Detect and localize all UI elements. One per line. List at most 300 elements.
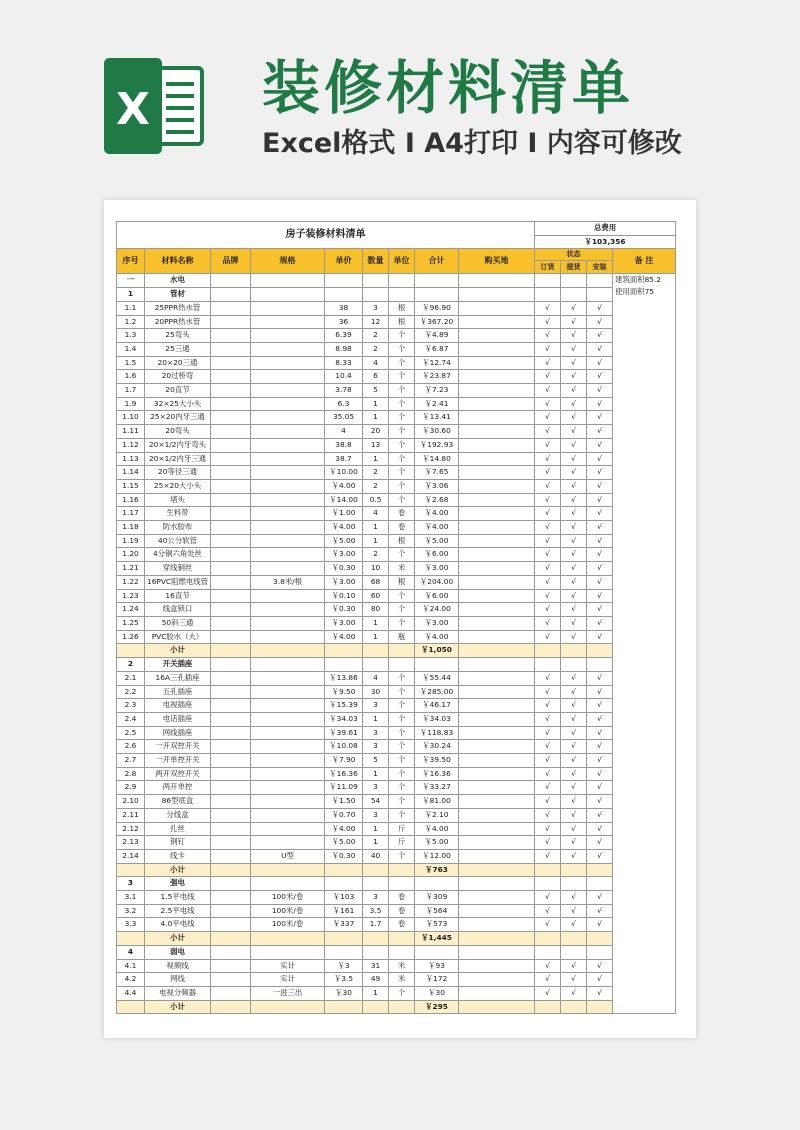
cell-place <box>459 370 535 384</box>
cell-brand <box>211 452 251 466</box>
cell-unit: 个 <box>389 438 415 452</box>
cell-name: 扎丝 <box>145 822 211 836</box>
cell-empty <box>587 863 613 877</box>
cell-status-install: √ <box>587 822 613 836</box>
cell-price: ￥4.00 <box>325 630 363 644</box>
cell-brand <box>211 425 251 439</box>
cell-status-pickup: √ <box>561 699 587 713</box>
table-row <box>117 479 676 493</box>
table-row <box>117 589 676 603</box>
cell-status-pickup: √ <box>561 630 587 644</box>
cell-qty: 1 <box>363 397 389 411</box>
cell-status-install: √ <box>587 726 613 740</box>
table-row <box>117 699 676 713</box>
cell-status-pickup: √ <box>561 959 587 973</box>
cell-empty <box>363 1000 389 1014</box>
cell-brand <box>211 562 251 576</box>
cell-brand <box>211 342 251 356</box>
cell-no <box>117 644 145 658</box>
cell-status-pickup: √ <box>561 904 587 918</box>
cell-empty <box>251 288 325 302</box>
cell-total: ￥46.17 <box>415 699 459 713</box>
table-row <box>117 534 676 548</box>
cell-qty: 3 <box>363 301 389 315</box>
cell-price: ￥34.03 <box>325 712 363 726</box>
cell-place <box>459 301 535 315</box>
cell-name: 20直节 <box>145 384 211 398</box>
cell-empty <box>535 1000 561 1014</box>
cell-price: ￥5.00 <box>325 836 363 850</box>
cell-spec <box>251 603 325 617</box>
cell-brand <box>211 918 251 932</box>
remark-line: 使用面积75 <box>615 287 654 297</box>
cell-status-pickup: √ <box>561 384 587 398</box>
cell-name: 20×1/2内牙弯头 <box>145 438 211 452</box>
cell-price: 6.3 <box>325 397 363 411</box>
cell-unit: 个 <box>389 808 415 822</box>
cell-status-order: √ <box>535 973 561 987</box>
cell-status-install: √ <box>587 836 613 850</box>
cell-brand <box>211 315 251 329</box>
cell-total: ￥12.00 <box>415 849 459 863</box>
cell-spec <box>251 740 325 754</box>
cell-status-install: √ <box>587 507 613 521</box>
cell-qty: 5 <box>363 384 389 398</box>
cell-status-pickup: √ <box>561 795 587 809</box>
cell-total: ￥564 <box>415 904 459 918</box>
cell-total: ￥192.93 <box>415 438 459 452</box>
cell-total: ￥4.89 <box>415 329 459 343</box>
cell-unit: 个 <box>389 493 415 507</box>
cell-status-install: √ <box>587 603 613 617</box>
cell-place <box>459 767 535 781</box>
cell-empty <box>251 945 325 959</box>
cell-name: 五孔插座 <box>145 685 211 699</box>
cell-qty: 31 <box>363 959 389 973</box>
cell-unit: 米 <box>389 973 415 987</box>
cell-total: ￥81.00 <box>415 795 459 809</box>
cell-place <box>459 918 535 932</box>
cell-status-install: √ <box>587 370 613 384</box>
cell-name: 16直节 <box>145 589 211 603</box>
cell-status-pickup: √ <box>561 671 587 685</box>
cell-empty <box>211 288 251 302</box>
cell-total: ￥13.41 <box>415 411 459 425</box>
table-row <box>117 521 676 535</box>
cell-empty <box>561 274 587 288</box>
cell-price: ￥3.00 <box>325 548 363 562</box>
cell-status-install: √ <box>587 630 613 644</box>
cell-place <box>459 589 535 603</box>
cell-total: ￥4.00 <box>415 521 459 535</box>
cell-name: 16A三孔插座 <box>145 671 211 685</box>
header-spec: 规格 <box>251 249 325 274</box>
cell-status-order: √ <box>535 630 561 644</box>
cell-status-order: √ <box>535 795 561 809</box>
cell-unit: 个 <box>389 452 415 466</box>
cell-status-pickup: √ <box>561 425 587 439</box>
cell-status-pickup: √ <box>561 849 587 863</box>
cell-no: 4.4 <box>117 986 145 1000</box>
cell-price: 3.78 <box>325 384 363 398</box>
cell-total: ￥7.23 <box>415 384 459 398</box>
cell-price: 8.98 <box>325 342 363 356</box>
cell-brand <box>211 630 251 644</box>
cell-name: 25PPR热水管 <box>145 301 211 315</box>
cell-total: ￥14.80 <box>415 452 459 466</box>
cell-qty: 1 <box>363 521 389 535</box>
cell-empty <box>251 932 325 946</box>
cell-price: ￥0.30 <box>325 562 363 576</box>
group-row <box>117 658 676 672</box>
cell-status-pickup: √ <box>561 342 587 356</box>
cell-name: 2.5平电线 <box>145 904 211 918</box>
header-name: 材料名称 <box>145 249 211 274</box>
cell-status-order: √ <box>535 562 561 576</box>
cell-status-pickup: √ <box>561 575 587 589</box>
cell-unit: 个 <box>389 699 415 713</box>
cell-brand <box>211 849 251 863</box>
cell-status-order: √ <box>535 356 561 370</box>
cell-empty <box>561 1000 587 1014</box>
table-row <box>117 315 676 329</box>
cell-price: ￥1.50 <box>325 795 363 809</box>
table-row <box>117 986 676 1000</box>
cell-total: ￥30 <box>415 986 459 1000</box>
cell-no: 4.2 <box>117 973 145 987</box>
cell-place <box>459 521 535 535</box>
table-row <box>117 685 676 699</box>
cell-unit: 卷 <box>389 918 415 932</box>
cell-no: 3.1 <box>117 891 145 905</box>
cell-total: ￥34.03 <box>415 712 459 726</box>
cell-spec <box>251 507 325 521</box>
cell-price: ￥0.30 <box>325 603 363 617</box>
cell-total: ￥24.00 <box>415 603 459 617</box>
cell-qty: 3 <box>363 740 389 754</box>
cell-empty <box>211 658 251 672</box>
cell-qty: 6 <box>363 370 389 384</box>
cell-price: 38.7 <box>325 452 363 466</box>
cell-unit: 个 <box>389 397 415 411</box>
cell-place <box>459 452 535 466</box>
cell-price: ￥9.50 <box>325 685 363 699</box>
cell-no: 2.9 <box>117 781 145 795</box>
cell-place <box>459 329 535 343</box>
cell-no: 2.8 <box>117 767 145 781</box>
cell-status-install: √ <box>587 959 613 973</box>
cell-no: 2.11 <box>117 808 145 822</box>
cell-place <box>459 411 535 425</box>
cell-qty: 13 <box>363 438 389 452</box>
cell-brand <box>211 493 251 507</box>
cell-status-order: √ <box>535 301 561 315</box>
cell-empty <box>561 288 587 302</box>
cell-empty <box>251 877 325 891</box>
cell-empty <box>211 644 251 658</box>
cell-no: 1.1 <box>117 301 145 315</box>
cell-place <box>459 548 535 562</box>
table-row <box>117 891 676 905</box>
cell-status-order: √ <box>535 411 561 425</box>
cell-no: 3.3 <box>117 918 145 932</box>
cell-name: 视频线 <box>145 959 211 973</box>
cell-price: ￥11.09 <box>325 781 363 795</box>
cell-no: 1.12 <box>117 438 145 452</box>
cell-status-install: √ <box>587 740 613 754</box>
cell-no: 2.10 <box>117 795 145 809</box>
cell-no: 2.14 <box>117 849 145 863</box>
cell-no: 1.5 <box>117 356 145 370</box>
cell-place <box>459 795 535 809</box>
cell-no: 2.12 <box>117 822 145 836</box>
cell-total: ￥7.65 <box>415 466 459 480</box>
cell-empty <box>459 288 535 302</box>
cell-status-order: √ <box>535 781 561 795</box>
cell-price: 35.05 <box>325 411 363 425</box>
cell-price: ￥161 <box>325 904 363 918</box>
subtotal-label: 小计 <box>145 644 211 658</box>
cell-name: 穿线铜丝 <box>145 562 211 576</box>
cell-brand <box>211 959 251 973</box>
materials-table <box>116 221 676 1014</box>
cell-spec <box>251 411 325 425</box>
cell-no: 1.3 <box>117 329 145 343</box>
header-qty: 数量 <box>363 249 389 274</box>
cell-place <box>459 781 535 795</box>
cell-unit: 个 <box>389 754 415 768</box>
table-row <box>117 342 676 356</box>
table-row <box>117 603 676 617</box>
cell-status-order: √ <box>535 521 561 535</box>
cell-unit: 个 <box>389 767 415 781</box>
table-row <box>117 795 676 809</box>
cell-status-order: √ <box>535 767 561 781</box>
cell-unit: 个 <box>389 384 415 398</box>
cell-no: 1.2 <box>117 315 145 329</box>
cell-price: ￥13.86 <box>325 671 363 685</box>
cell-unit: 个 <box>389 548 415 562</box>
cell-status-pickup: √ <box>561 329 587 343</box>
cell-total: ￥6.00 <box>415 589 459 603</box>
cell-brand <box>211 822 251 836</box>
cell-empty <box>561 932 587 946</box>
cell-name: 网线插座 <box>145 726 211 740</box>
cell-status-pickup: √ <box>561 918 587 932</box>
cell-status-install: √ <box>587 754 613 768</box>
cell-empty <box>415 877 459 891</box>
cell-status-order: √ <box>535 452 561 466</box>
cell-status-pickup: √ <box>561 685 587 699</box>
cell-empty <box>587 1000 613 1014</box>
table-row <box>117 548 676 562</box>
table-row <box>117 411 676 425</box>
cell-status-pickup: √ <box>561 548 587 562</box>
cell-empty <box>459 1000 535 1014</box>
cell-brand <box>211 466 251 480</box>
cell-empty <box>561 644 587 658</box>
cell-empty <box>535 658 561 672</box>
cell-place <box>459 740 535 754</box>
cell-qty: 68 <box>363 575 389 589</box>
cell-total: ￥30.24 <box>415 740 459 754</box>
cell-place <box>459 616 535 630</box>
cell-price: ￥103 <box>325 891 363 905</box>
cell-status-pickup: √ <box>561 767 587 781</box>
group-name: 弱电 <box>145 945 211 959</box>
cell-place <box>459 356 535 370</box>
cell-status-order: √ <box>535 740 561 754</box>
cell-empty <box>389 1000 415 1014</box>
cell-empty <box>363 658 389 672</box>
cell-total: ￥96.90 <box>415 301 459 315</box>
cell-price: ￥4.00 <box>325 479 363 493</box>
subtotal-label: 小计 <box>145 1000 211 1014</box>
cell-unit: 根 <box>389 534 415 548</box>
cell-status-order: √ <box>535 315 561 329</box>
cell-status-install: √ <box>587 479 613 493</box>
logo-letter: X <box>116 84 150 135</box>
cell-no: 1.6 <box>117 370 145 384</box>
cell-empty <box>459 658 535 672</box>
cell-empty <box>325 658 363 672</box>
cell-place <box>459 712 535 726</box>
cell-unit: 个 <box>389 479 415 493</box>
header-no: 序号 <box>117 249 145 274</box>
cell-empty <box>415 274 459 288</box>
cell-no: 1.15 <box>117 479 145 493</box>
cell-brand <box>211 329 251 343</box>
cell-qty: 3.5 <box>363 904 389 918</box>
cell-status-install: √ <box>587 493 613 507</box>
cell-status-pickup: √ <box>561 712 587 726</box>
subtotal-value: ￥763 <box>415 863 459 877</box>
cell-name: 20×20三通 <box>145 356 211 370</box>
cell-status-install: √ <box>587 589 613 603</box>
cell-status-install: √ <box>587 616 613 630</box>
cell-empty <box>211 932 251 946</box>
cell-status-install: √ <box>587 397 613 411</box>
cell-spec <box>251 726 325 740</box>
cell-no: 1.25 <box>117 616 145 630</box>
cell-spec <box>251 493 325 507</box>
cell-qty: 5 <box>363 754 389 768</box>
cell-name: 20等径三通 <box>145 466 211 480</box>
cell-spec: 100米/卷 <box>251 904 325 918</box>
cell-place <box>459 534 535 548</box>
cell-place <box>459 466 535 480</box>
cell-empty <box>389 945 415 959</box>
cell-unit: 个 <box>389 466 415 480</box>
cell-no: 1.19 <box>117 534 145 548</box>
cell-empty <box>325 274 363 288</box>
table-row <box>117 822 676 836</box>
cell-qty: 0.5 <box>363 493 389 507</box>
cell-place <box>459 754 535 768</box>
cell-total: ￥309 <box>415 891 459 905</box>
cell-no: 1.18 <box>117 521 145 535</box>
cell-status-install: √ <box>587 918 613 932</box>
cell-status-pickup: √ <box>561 740 587 754</box>
cell-name: 25弯头 <box>145 329 211 343</box>
cell-empty <box>587 932 613 946</box>
cell-unit: 卷 <box>389 904 415 918</box>
cell-place <box>459 603 535 617</box>
cell-total: ￥2.68 <box>415 493 459 507</box>
cell-status-pickup: √ <box>561 466 587 480</box>
table-row <box>117 671 676 685</box>
total-label: 总费用 <box>535 222 676 236</box>
subtotal-value: ￥1,445 <box>415 932 459 946</box>
cell-spec <box>251 452 325 466</box>
excel-logo-icon <box>104 58 204 154</box>
cell-status-install: √ <box>587 795 613 809</box>
cell-total: ￥573 <box>415 918 459 932</box>
cell-price: ￥39.61 <box>325 726 363 740</box>
cell-place <box>459 671 535 685</box>
cell-qty: 3 <box>363 781 389 795</box>
cell-status-install: √ <box>587 425 613 439</box>
cell-place <box>459 726 535 740</box>
cell-empty <box>325 1000 363 1014</box>
cell-unit: 个 <box>389 781 415 795</box>
header-status-pickup: 提货 <box>561 261 587 274</box>
cell-status-install: √ <box>587 575 613 589</box>
cell-empty <box>363 863 389 877</box>
cell-no: 1.17 <box>117 507 145 521</box>
cell-no: 1.23 <box>117 589 145 603</box>
cell-empty <box>325 932 363 946</box>
cell-spec <box>251 754 325 768</box>
cell-name: 86型底盒 <box>145 795 211 809</box>
table-row <box>117 630 676 644</box>
cell-empty <box>389 274 415 288</box>
cell-place <box>459 384 535 398</box>
cell-price: ￥0.70 <box>325 808 363 822</box>
table-row <box>117 918 676 932</box>
cell-status-install: √ <box>587 849 613 863</box>
cell-status-order: √ <box>535 836 561 850</box>
cell-empty <box>415 288 459 302</box>
cell-empty <box>415 945 459 959</box>
group-row <box>117 288 676 302</box>
cell-brand <box>211 795 251 809</box>
cell-name: 20PPR热水管 <box>145 315 211 329</box>
cell-spec: 实计 <box>251 973 325 987</box>
table-row <box>117 712 676 726</box>
cell-spec <box>251 712 325 726</box>
cell-no: 3.2 <box>117 904 145 918</box>
cell-brand <box>211 671 251 685</box>
table-row <box>117 754 676 768</box>
cell-empty <box>325 644 363 658</box>
cell-name: 生料带 <box>145 507 211 521</box>
cell-unit: 个 <box>389 795 415 809</box>
cell-price: 38.8 <box>325 438 363 452</box>
cell-status-order: √ <box>535 342 561 356</box>
cell-unit: 根 <box>389 575 415 589</box>
cell-spec <box>251 342 325 356</box>
header-unit: 单位 <box>389 249 415 274</box>
cell-status-pickup: √ <box>561 562 587 576</box>
cell-price: ￥4.00 <box>325 521 363 535</box>
cell-status-pickup: √ <box>561 301 587 315</box>
cell-status-order: √ <box>535 438 561 452</box>
header-place: 购买地 <box>459 249 535 274</box>
cell-empty <box>363 274 389 288</box>
cell-no: 一 <box>117 274 145 288</box>
cell-place <box>459 836 535 850</box>
